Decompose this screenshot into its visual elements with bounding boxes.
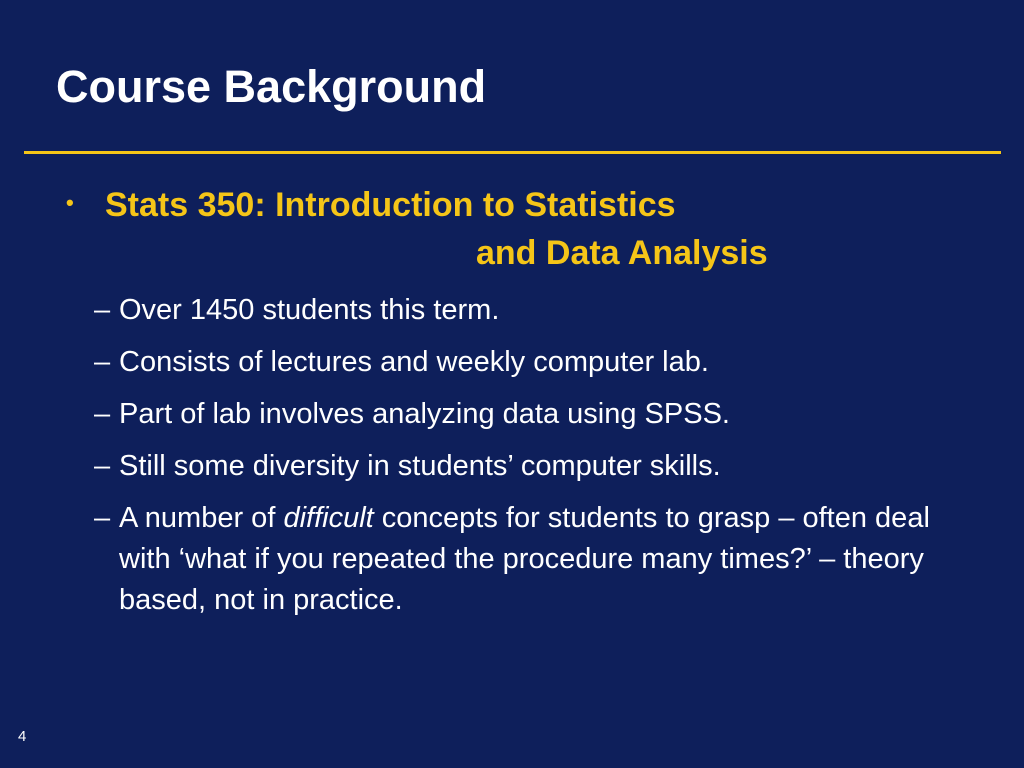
sub-bullet-text: Consists of lectures and weekly computer lab. — [119, 346, 709, 378]
sub-bullet-text-after: concepts for students to grasp – often deal with ‘what if you repeated the procedure many times?’ – theory based, not in practice. — [119, 502, 930, 616]
sub-bullet-list — [94, 290, 974, 632]
title-divider — [24, 151, 1001, 154]
dash-icon: – — [94, 450, 111, 482]
sub-bullet-item — [94, 394, 974, 435]
sub-bullet-item — [94, 446, 974, 487]
dash-icon: – — [94, 294, 111, 326]
sub-bullet-text: Over 1450 students this term. — [119, 294, 500, 326]
sub-bullet-item — [94, 290, 974, 331]
dash-icon: – — [94, 398, 111, 430]
sub-bullet-text: Part of lab involves analyzing data using SPSS. — [119, 398, 730, 430]
slide-title: Course Background — [56, 61, 487, 112]
sub-bullet-item — [94, 342, 974, 383]
sub-bullet-text: Still some diversity in students’ computer skills. — [119, 450, 721, 482]
sub-bullet-text-before: A number of — [119, 502, 284, 534]
main-bullet-line-1: Stats 350: Introduction to Statistics — [105, 186, 676, 224]
sub-bullet-emphasis: difficult — [283, 502, 374, 534]
sub-bullet-item — [94, 498, 974, 621]
dash-icon: – — [94, 346, 111, 378]
bullet-icon: • — [66, 190, 74, 215]
main-bullet-line-2: and Data Analysis — [476, 234, 768, 272]
dash-icon: – — [94, 502, 111, 534]
page-number: 4 — [18, 728, 27, 745]
